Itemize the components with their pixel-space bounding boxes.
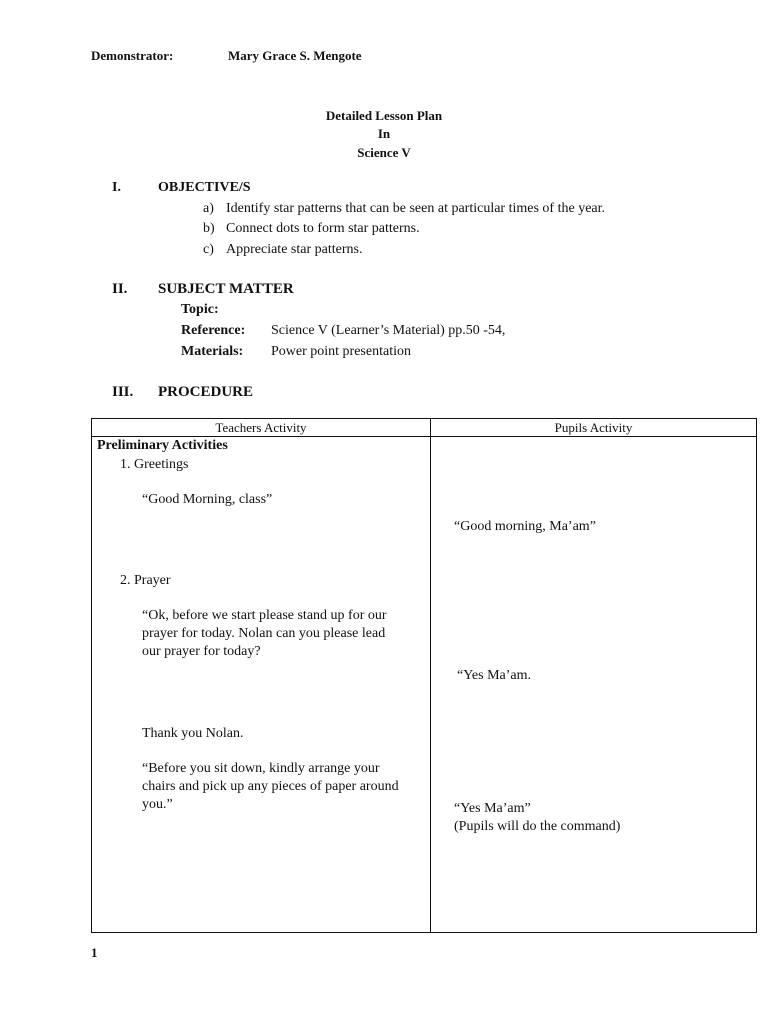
teacher-prayer-line: our prayer for today? bbox=[142, 644, 261, 659]
pupil-yes-response: “Yes Ma’am” bbox=[454, 801, 531, 816]
teacher-good-morning: “Good Morning, class” bbox=[142, 492, 273, 507]
page-number: 1 bbox=[91, 945, 98, 960]
topic-label: Topic: bbox=[181, 302, 219, 317]
column-header-teachers: Teachers Activity bbox=[215, 420, 307, 435]
teacher-sitdown-line: chairs and pick up any pieces of paper around bbox=[142, 779, 399, 794]
demonstrator-label: Demonstrator: bbox=[91, 48, 174, 63]
teacher-sitdown-line: “Before you sit down, kindly arrange your bbox=[142, 761, 380, 776]
teacher-prayer-line: “Ok, before we start please stand up for our bbox=[142, 608, 387, 623]
pupil-good-morning: “Good morning, Ma’am” bbox=[454, 519, 596, 534]
procedure-table bbox=[91, 418, 757, 933]
section-number-subject-matter: II. bbox=[112, 281, 128, 297]
document-subject: Science V bbox=[357, 145, 411, 160]
reference-label: Reference: bbox=[181, 323, 246, 338]
objective-text: Connect dots to form star patterns. bbox=[226, 221, 420, 236]
teacher-thanks: Thank you Nolan. bbox=[142, 726, 244, 741]
demonstrator-name: Mary Grace S. Mengote bbox=[228, 48, 362, 63]
objective-marker: a) bbox=[203, 201, 214, 216]
section-heading-subject-matter: SUBJECT MATTER bbox=[158, 281, 294, 297]
objective-text: Appreciate star patterns. bbox=[226, 242, 363, 257]
objective-text: Identify star patterns that can be seen at particular times of the year. bbox=[226, 201, 606, 216]
column-divider bbox=[430, 419, 431, 932]
section-number-objectives: I. bbox=[112, 180, 121, 195]
reference-value: Science V (Learner’s Material) pp.50 -54, bbox=[271, 323, 506, 338]
teacher-sitdown-line: you.” bbox=[142, 797, 173, 812]
materials-label: Materials: bbox=[181, 344, 244, 359]
document-title-in: In bbox=[377, 126, 391, 141]
section-heading-objectives: OBJECTIVE/S bbox=[158, 180, 251, 195]
pupil-yes-response: “Yes Ma’am. bbox=[457, 668, 532, 683]
objective-marker: b) bbox=[203, 221, 215, 236]
pupil-command-note: (Pupils will do the command) bbox=[454, 819, 621, 834]
section-number-procedure: III. bbox=[112, 384, 134, 400]
greetings-item: 1. Greetings bbox=[120, 457, 189, 472]
document-title: Detailed Lesson Plan bbox=[325, 108, 443, 123]
objective-marker: c) bbox=[203, 242, 214, 257]
section-heading-procedure: PROCEDURE bbox=[158, 384, 254, 400]
prayer-item: 2. Prayer bbox=[120, 573, 171, 588]
preliminary-activities-heading: Preliminary Activities bbox=[97, 438, 228, 453]
materials-value: Power point presentation bbox=[271, 344, 411, 359]
column-header-pupils: Pupils Activity bbox=[554, 420, 633, 435]
teacher-prayer-line: prayer for today. Nolan can you please lead bbox=[142, 626, 386, 641]
